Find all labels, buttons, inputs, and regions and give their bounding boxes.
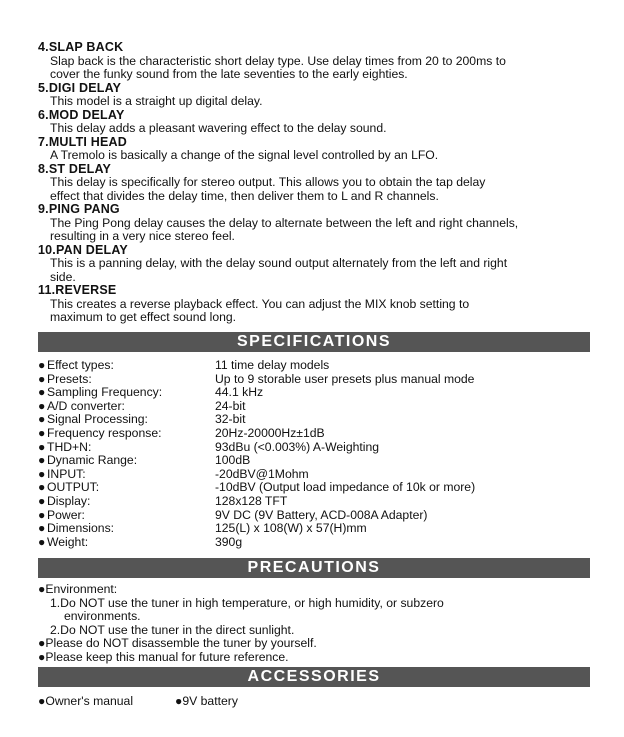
effect-description: side. — [50, 269, 76, 284]
precaution-line: ●Environment: — [38, 582, 118, 596]
spec-label: Signal Processing: — [47, 412, 148, 427]
bullet-icon: ● — [38, 453, 46, 468]
spec-label: Frequency response: — [47, 425, 162, 440]
spec-row — [38, 468, 598, 482]
effect-entry — [38, 163, 598, 204]
effect-description: resulting in a very nice stereo feel. — [50, 229, 235, 243]
spec-label: OUTPUT: — [47, 480, 100, 495]
effect-title: 11.REVERSE — [38, 283, 117, 297]
accessory-item: ●Owner's manual — [38, 694, 134, 708]
spec-value: 44.1 kHz — [215, 385, 264, 400]
spec-value: -20dBV@1Mohm — [215, 466, 309, 481]
bullet-icon: ● — [38, 385, 46, 400]
effect-description: This delay is specifically for stereo output. This allows you to obtain the tap delay — [50, 175, 486, 189]
spec-value: 24-bit — [215, 398, 246, 413]
bullet-icon: ● — [38, 371, 46, 386]
spec-value: 100dB — [215, 453, 251, 468]
spec-row — [38, 509, 598, 523]
spec-value: 125(L) x 108(W) x 57(H)mm — [215, 521, 367, 536]
spec-label: Sampling Frequency: — [47, 385, 163, 400]
spec-label: Weight: — [47, 534, 89, 549]
accessories-heading: ACCESSORIES — [38, 667, 590, 687]
effect-entry — [38, 244, 598, 285]
effect-description: This model is a straight up digital delay. — [50, 94, 263, 108]
spec-row — [38, 454, 598, 468]
spec-value: 93dBu (<0.003%) A-Weighting — [215, 439, 380, 454]
spec-label: Effect types: — [47, 358, 114, 372]
effect-description: The Ping Pong delay causes the delay to alternate between the left and right channels, — [50, 215, 519, 230]
precaution-line: ●Please do NOT disassemble the tuner by yourself. — [38, 636, 317, 651]
effect-title: 6.MOD DELAY — [38, 107, 125, 122]
effect-description: Slap back is the characteristic short delay type. Use delay times from 20 to 200ms to — [50, 53, 506, 68]
bullet-icon: ● — [38, 507, 46, 522]
specifications-heading: SPECIFICATIONS — [38, 332, 590, 352]
effect-title: 7.MULTI HEAD — [38, 134, 127, 149]
effect-title: 8.ST DELAY — [38, 161, 112, 176]
spec-label: Dimensions: — [47, 521, 115, 536]
bullet-icon: ● — [38, 521, 46, 536]
precaution-line: environments. — [64, 609, 141, 624]
effect-entry — [38, 41, 598, 82]
effect-title: 9.PING PANG — [38, 202, 120, 216]
precautions-list — [38, 583, 598, 665]
spec-label: Presets: — [47, 371, 92, 386]
spec-row — [38, 427, 598, 441]
effect-title: 10.PAN DELAY — [38, 242, 128, 257]
spec-row — [38, 495, 598, 509]
spec-value: -10dBV (Output load impedance of 10k or more) — [215, 480, 476, 495]
precautions-heading: PRECAUTIONS — [38, 558, 590, 578]
effect-entry — [38, 284, 598, 325]
precaution-line: ●Please keep this manual for future reference. — [38, 649, 289, 664]
bullet-icon: ● — [38, 534, 46, 549]
spec-row — [38, 441, 598, 455]
spec-value: 20Hz-20000Hz±1dB — [215, 425, 325, 440]
effect-description: effect that divides the delay time, then deliver them to L and R channels. — [50, 188, 439, 203]
effect-entry — [38, 109, 598, 136]
spec-value: Up to 9 storable user presets plus manual mode — [215, 371, 475, 386]
effect-descriptions — [38, 41, 598, 325]
bullet-icon: ● — [38, 480, 46, 495]
spec-label: THD+N: — [47, 439, 92, 454]
effect-entry — [38, 203, 598, 244]
spec-value: 32-bit — [215, 412, 246, 427]
spec-value: 128x128 TFT — [215, 493, 288, 508]
bullet-icon: ● — [38, 466, 46, 481]
effect-description: cover the funky sound from the late seventies to the early eighties. — [50, 67, 408, 81]
effect-entry — [38, 82, 598, 109]
spec-row — [38, 373, 598, 387]
spec-row — [38, 386, 598, 400]
spec-row — [38, 522, 598, 536]
precaution-line: 2.Do NOT use the tuner in the direct sunlight. — [50, 622, 295, 637]
spec-label: Display: — [47, 493, 91, 508]
accessory-item: ●9V battery — [175, 694, 238, 708]
bullet-icon: ● — [38, 493, 46, 508]
spec-row — [38, 481, 598, 495]
spec-row — [38, 359, 598, 373]
bullet-icon: ● — [38, 412, 46, 427]
spec-label: INPUT: — [47, 466, 86, 481]
precaution-line: 1.Do NOT use the tuner in high temperature, or high humidity, or subzero — [50, 595, 444, 610]
bullet-icon: ● — [38, 439, 46, 454]
effect-description: A Tremolo is basically a change of the signal level controlled by an LFO. — [50, 148, 439, 162]
spec-row — [38, 400, 598, 414]
effect-title: 4.SLAP BACK — [38, 40, 124, 54]
spec-row — [38, 536, 598, 550]
specifications-list — [38, 359, 598, 549]
effect-title: 5.DIGI DELAY — [38, 80, 122, 95]
spec-value: 9V DC (9V Battery, ACD-008A Adapter) — [215, 507, 428, 522]
bullet-icon: ● — [38, 358, 46, 372]
bullet-icon: ● — [38, 398, 46, 413]
spec-label: Dynamic Range: — [47, 453, 138, 468]
spec-label: A/D converter: — [47, 398, 125, 413]
bullet-icon: ● — [38, 425, 46, 440]
effect-description: This delay adds a pleasant wavering effect to the delay sound. — [50, 121, 387, 135]
effect-description: This is a panning delay, with the delay sound output alternately from the left and right — [50, 256, 508, 270]
effect-description: maximum to get effect sound long. — [50, 310, 237, 324]
spec-value: 11 time delay models — [215, 358, 330, 372]
effect-description: This creates a reverse playback effect. You can adjust the MIX knob setting to — [50, 296, 470, 311]
spec-row — [38, 413, 598, 427]
effect-entry — [38, 136, 598, 163]
spec-label: Power: — [47, 507, 85, 522]
spec-value: 390g — [215, 534, 243, 549]
